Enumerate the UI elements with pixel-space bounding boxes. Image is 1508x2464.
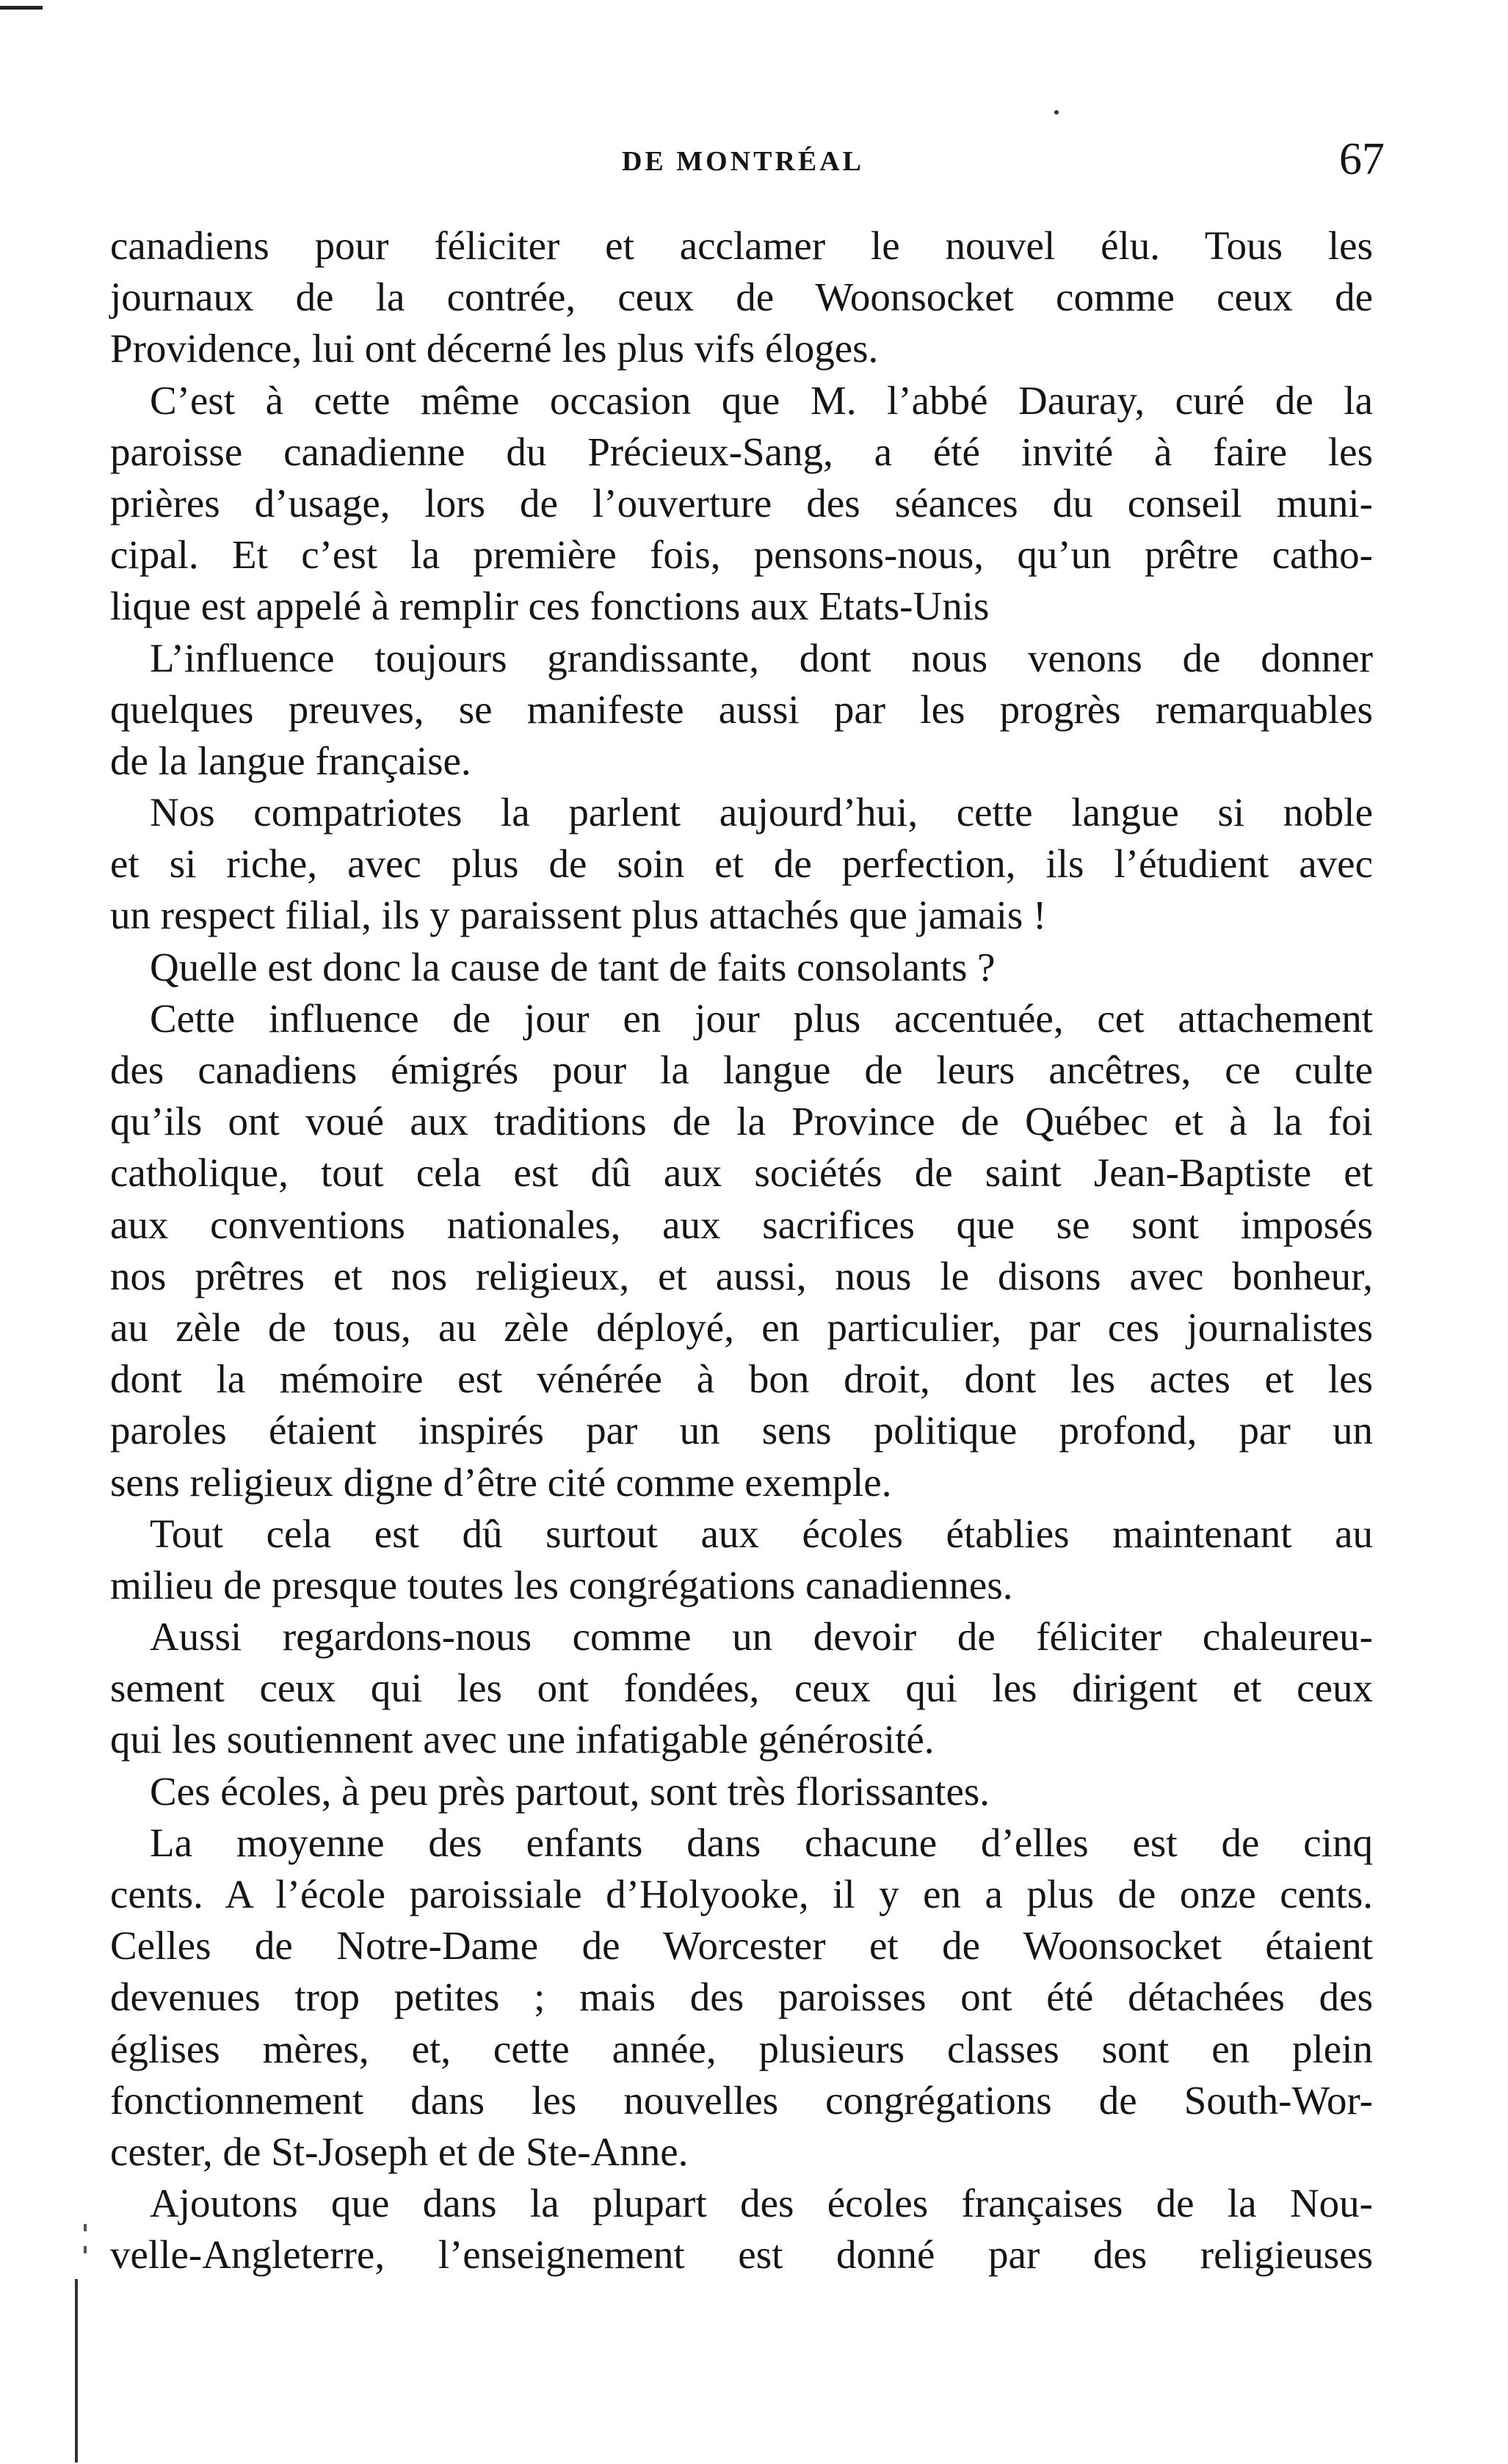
text-line: un respect filial, ils y paraissent plus attachés que jamais ! bbox=[110, 893, 1047, 938]
text-line: Celles de Notre-Dame de Worcester et de Woonsocket étaient bbox=[110, 1923, 1373, 1969]
text-line: des canadiens émigrés pour la langue de leurs ancêtres, ce culte bbox=[110, 1047, 1373, 1092]
text-line: de la langue française. bbox=[110, 738, 471, 783]
text-line: Ces écoles, à peu près partout, sont très florissantes. bbox=[150, 1768, 990, 1814]
text-line: Ajoutons que dans la plupart des écoles françaises de la Nou- bbox=[150, 2181, 1373, 2226]
text-line: cester, de St-Joseph et de Ste-Anne. bbox=[110, 2129, 689, 2174]
top-margin-rule bbox=[0, 6, 43, 10]
text-line: journaux de la contrée, ceux de Woonsocket comme ceux de bbox=[110, 275, 1373, 320]
text-line: nos prêtres et nos religieux, et aussi, nous le disons avec bonheur, bbox=[110, 1253, 1373, 1298]
text-line: cipal. Et c’est la première fois, pensons-nous, qu’un prêtre catho- bbox=[110, 532, 1373, 578]
text-line: églises mères, et, cette année, plusieurs classes sont en plein bbox=[110, 2026, 1373, 2071]
text-line: Providence, lui ont décerné les plus vifs éloges. bbox=[110, 326, 879, 371]
page-number: 67 bbox=[1339, 134, 1385, 184]
text-line: et si riche, avec plus de soin et de perfection, ils l’étudient avec bbox=[110, 841, 1373, 887]
text-line: qu’ils ont voué aux traditions de la Province de Québec et à la foi bbox=[110, 1099, 1373, 1144]
body-text bbox=[110, 220, 1373, 2281]
text-line: canadiens pour féliciter et acclamer le nouvel élu. Tous les bbox=[110, 223, 1373, 268]
page-header bbox=[110, 134, 1385, 195]
text-line: lique est appelé à remplir ces fonctions aux Etats-Unis bbox=[110, 584, 990, 629]
text-line: Aussi regardons-nous comme un devoir de féliciter chaleureu- bbox=[150, 1614, 1373, 1660]
text-line: qui les soutiennent avec une infatigable générosité. bbox=[110, 1717, 935, 1762]
text-line: L’influence toujours grandissante, dont nous venons de donner bbox=[150, 635, 1373, 680]
margin-mark bbox=[84, 2224, 87, 2231]
text-line: paroles étaient inspirés par un sens politique profond, par un bbox=[110, 1408, 1373, 1453]
print-speck bbox=[1054, 110, 1059, 115]
text-line: Nos compatriotes la parlent aujourd’hui, cette langue si noble bbox=[150, 790, 1373, 835]
text-line: Tout cela est dû surtout aux écoles établies maintenant au bbox=[150, 1511, 1373, 1556]
text-line: Cette influence de jour en jour plus accentuée, cet attachement bbox=[150, 995, 1373, 1041]
text-line: fonctionnement dans les nouvelles congrégations de South-Wor- bbox=[110, 2077, 1373, 2123]
running-title: DE MONTRÉAL bbox=[621, 146, 865, 177]
text-line: catholique, tout cela est dû aux sociétés de saint Jean-Baptiste et bbox=[110, 1150, 1373, 1196]
text-line: dont la mémoire est vénérée à bon droit, dont les actes et les bbox=[110, 1356, 1373, 1402]
left-margin-rule bbox=[75, 2279, 78, 2463]
text-line: milieu de presque toutes les congrégations canadiennes. bbox=[110, 1562, 1013, 1607]
text-line: C’est à cette même occasion que M. l’abbé Dauray, curé de la bbox=[150, 377, 1373, 423]
margin-mark bbox=[84, 2246, 87, 2253]
text-line: velle-Angleterre, l’enseignement est donné par des religieuses bbox=[110, 2232, 1373, 2278]
text-line: aux conventions nationales, aux sacrifices que se sont imposés bbox=[110, 1202, 1373, 1247]
text-line: sement ceux qui les ont fondées, ceux qui les dirigent et ceux bbox=[110, 1665, 1373, 1711]
text-line: La moyenne des enfants dans chacune d’elles est de cinq bbox=[150, 1820, 1373, 1865]
text-line: cents. A l’école paroissiale d’Holyooke, il y en a plus de onze cents. bbox=[110, 1872, 1373, 1916]
text-line: au zèle de tous, au zèle déployé, en particulier, par ces journalistes bbox=[110, 1304, 1373, 1350]
text-line: Quelle est donc la cause de tant de faits consolants ? bbox=[150, 944, 996, 989]
text-line: prières d’usage, lors de l’ouverture des séances du conseil muni- bbox=[110, 480, 1373, 526]
text-line: quelques preuves, se manifeste aussi par les progrès remarquables bbox=[110, 686, 1373, 732]
text-line: paroisse canadienne du Précieux-Sang, a été invité à faire les bbox=[110, 429, 1373, 474]
text-line: devenues trop petites ; mais des paroisses ont été détachées des bbox=[110, 1974, 1373, 2020]
text-line: sens religieux digne d’être cité comme exemple. bbox=[110, 1459, 892, 1505]
